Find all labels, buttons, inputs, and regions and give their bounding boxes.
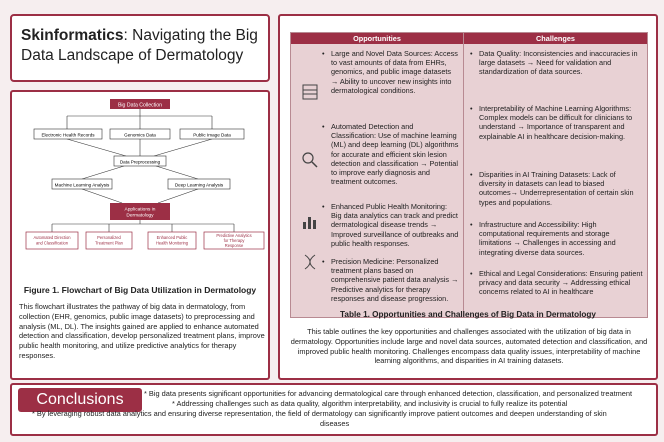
header-opportunities: Opportunities — [353, 34, 401, 43]
flow-out-1b: and Classification — [35, 240, 69, 246]
conclusion-line-4: diseases — [320, 419, 350, 428]
opportunity-item: • Enhanced Public Health Monitoring: Big data analytics can track and predict dermatological disease trends → Improved surveillance of outbreaks and public health responses. — [322, 202, 459, 248]
conclusion-line-2: * Addressing challenges such as data quality, algorithm interpretability, and inclusivity is crucial to fully realize its potential — [172, 399, 568, 408]
challenge-item: • Data Quality: Inconsistencies and inaccuracies in large datasets → Need for validation and standardization of data sources. — [470, 49, 638, 77]
title-rest: : Navigating the Big Data Landscape of Dermatology — [21, 27, 258, 64]
figure-panel — [10, 90, 270, 380]
challenge-item: • Interpretability of Machine Learning Algorithms: Complex models can be difficult for clinicians to understand → Importance of transparent and explainable AI in healthcare decision-making. — [470, 104, 633, 141]
flow-node-public-image: Public Image Data — [193, 132, 231, 138]
svg-text:Big Data Collection: Big Data Collection — [117, 102, 163, 109]
table-panel — [278, 14, 658, 380]
flow-node-dl: Deep Learning Analysis — [174, 182, 224, 188]
svg-text:Dermatology: Dermatology — [126, 213, 154, 219]
flow-node-ml: Machine Learning Analysis — [54, 182, 110, 188]
flow-out-4c: Response — [224, 243, 244, 248]
dna-icon — [301, 253, 319, 271]
table-caption: Table 1. Opportunities and Challenges of Big Data in Dermatology — [340, 310, 596, 319]
opportunities-challenges-table — [290, 32, 648, 318]
flow-out-4b: for Therapy — [223, 238, 245, 243]
database-icon — [301, 83, 319, 101]
opportunity-item: • Precision Medicine: Personalized treatment plans based on comprehensive patient data analysis → Predictive analytics for therapy responses and disease progression. — [322, 257, 459, 303]
conclusions-panel — [10, 383, 658, 436]
header-challenges: Challenges — [536, 34, 575, 43]
challenge-item: • Ethical and Legal Considerations: Ensuring patient privacy and data security → Addressing ethical concerns related to AI in healthcare — [470, 269, 643, 297]
challenge-item: • Disparities in AI Training Datasets: Lack of diversity in datasets can lead to biased outcomes→ Underrepresentation of certain skin types and populations. — [470, 170, 634, 207]
column-divider — [463, 33, 464, 317]
table-header — [291, 33, 647, 44]
conclusion-line-3: * By leveraging robust data analytics and ensuring diverse representation, the field of dermatology can significantly improve patient outcomes and deepen understanding of skin — [32, 409, 607, 418]
challenge-item: • Infrastructure and Accessibility: High computational requirements and storage limitations → Challenges in accessing and integrating diverse data sources. — [470, 220, 616, 257]
flow-node-genomics: Genomics Data — [124, 132, 156, 138]
svg-text:Applications in: Applications in — [124, 207, 156, 213]
title-panel — [10, 14, 270, 82]
title-brand: Skinformatics — [21, 27, 124, 44]
bar-chart-icon — [301, 213, 319, 231]
table-description: This table outlines the key opportunities and challenges associated with the utilization of big data in dermatology. Opportunities include large and novel data sources, automated detection and classification, and improved public health monitoring. Challenges encompass data quality issues, interpretability of machine learning algorithms, and disparities in AI training datasets. — [290, 327, 648, 366]
opportunity-item: • Automated Detection and Classification: Use of machine learning (ML) and deep learning (DL) algorithms for accurate and efficient skin lesion detection and classification → Potential to improve early diagnosis and treatment outcomes. — [322, 122, 459, 187]
flow-node-ehr: Electronic Health Records — [41, 132, 95, 138]
opportunity-item: • Large and Novel Data Sources: Access to vast amounts of data from EHRs, genomics, and public image datasets → Ability to uncover new insights into dermatological conditions. — [322, 49, 458, 95]
conclusions-label: Conclusions — [18, 388, 142, 412]
flow-out-3a: Enhanced Public — [156, 235, 188, 240]
flow-node-big-data — [110, 99, 170, 109]
flow-out-3b: Health Monitoring — [155, 240, 189, 246]
flow-node-applications — [110, 203, 170, 220]
poster-title — [21, 26, 266, 66]
figure-caption: Figure 1. Flowchart of Big Data Utilization in Dermatology — [23, 285, 257, 295]
flowchart — [12, 96, 268, 286]
conclusion-line-1: * Big data presents significant opportunities for advancing dermatological care through enhanced detection, classification, and personalized treatment — [144, 389, 633, 398]
magnifier-icon — [301, 151, 319, 169]
flow-out-1a: Automated Direction — [33, 235, 71, 240]
flow-out-2b: Treatment Plan — [95, 240, 123, 246]
flow-out-4a: Predictive Analytics — [216, 233, 252, 238]
figure-description: This flowchart illustrates the pathway of big data in dermatology, from collection (EHR, genomics, public image datasets) to preprocessing and analysis (ML, DL). The insights gained are applied to enhance automated detection and classification, develop personalized treatment plans, improve public health monitoring, and utilize predictive analytics for therapy responses. — [19, 302, 265, 360]
flow-node-preprocessing: Data Preprocessing — [119, 159, 161, 165]
flow-out-2a: Personalized — [97, 235, 121, 240]
